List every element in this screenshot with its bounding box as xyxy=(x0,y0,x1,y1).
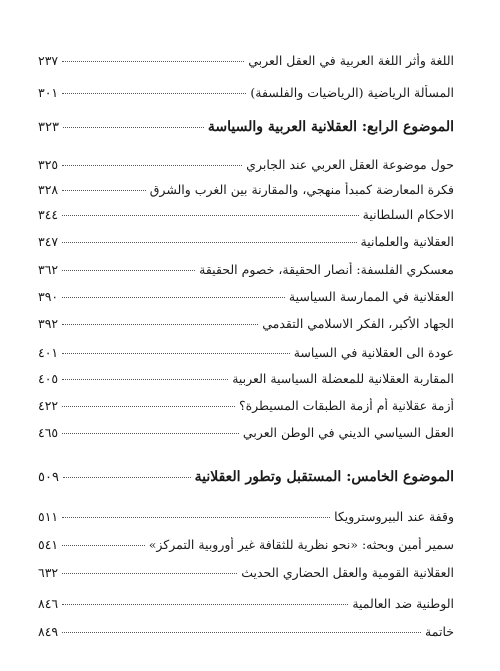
toc-entry xyxy=(38,398,454,413)
toc-entry xyxy=(38,234,454,249)
toc-entry-title: الوطنية ضد العالمية xyxy=(352,596,454,611)
leader-dots xyxy=(62,604,348,605)
toc-entry-title: العقلانية والعلمانية xyxy=(360,234,454,249)
toc-entry xyxy=(38,509,454,524)
toc-section-page: ٣٢٣ xyxy=(38,120,59,135)
toc-entry-title: العقلانية القومية والعقل الحضاري الحديث xyxy=(241,565,454,580)
table-of-contents xyxy=(38,0,454,671)
toc-entry xyxy=(38,262,454,277)
leader-dots xyxy=(62,517,330,518)
toc-entry xyxy=(38,371,454,386)
toc-entry-title: اللغة وأثر اللغة العربية في العقل العربي xyxy=(248,53,454,68)
leader-dots xyxy=(62,573,237,574)
toc-section-heading xyxy=(38,119,454,135)
toc-entry-title: عودة الى العقلانية في السياسة xyxy=(293,345,454,360)
leader-dots xyxy=(62,353,290,354)
toc-entry-title: معسكري الفلسفة: أنصار الحقيقة، خصوم الحقيقة xyxy=(199,262,454,277)
toc-entry xyxy=(38,182,454,197)
leader-dots xyxy=(62,379,228,380)
toc-entry-page: ٤٢٢ xyxy=(38,398,59,413)
toc-entry-page: ٤٠٥ xyxy=(38,371,59,386)
toc-entry-page: ٥١١ xyxy=(38,509,59,524)
leader-dots xyxy=(62,297,285,298)
toc-entry-title: الاحكام السلطانية xyxy=(362,207,454,222)
toc-entry xyxy=(38,316,454,331)
toc-entry-page: ٣٠١ xyxy=(38,85,59,100)
toc-section-page: ٥٠٩ xyxy=(38,470,59,485)
toc-entry-page: ٤٠١ xyxy=(38,345,59,360)
toc-entry xyxy=(38,85,454,100)
toc-entry-page: ٣٦٢ xyxy=(38,262,59,277)
leader-dots xyxy=(62,545,145,546)
toc-entry-page: ٣٤٤ xyxy=(38,207,59,222)
toc-entry-page: ٨٤٩ xyxy=(38,624,59,639)
toc-entry-page: ٣٢٥ xyxy=(38,157,59,172)
leader-dots xyxy=(62,61,244,62)
toc-entry xyxy=(38,289,454,304)
toc-entry-title: الجهاد الأكبر، الفكر الاسلامي التقدمي xyxy=(262,316,454,331)
toc-entry-title: أزمة عقلانية أم أزمة الطبقات المسيطرة؟ xyxy=(238,398,454,413)
toc-section-title: الموضوع الرابع: العقلانية العربية والسياسة xyxy=(207,119,454,135)
toc-entry-page: ٣٤٧ xyxy=(38,234,59,249)
leader-dots xyxy=(62,165,242,166)
toc-entry-page: ٤٦٥ xyxy=(38,425,59,440)
toc-entry-page: ٦٣٢ xyxy=(38,565,59,580)
toc-entry-title: سمير أمين وبحثه: «نحو نظرية للثقافة غير أوروبية التمركز» xyxy=(148,537,454,552)
toc-entry-title: العقلانية في الممارسة السياسية xyxy=(288,289,454,304)
toc-section-title: الموضوع الخامس: المستقبل وتطور العقلانية xyxy=(194,469,454,485)
toc-entry-page: ٣٩٢ xyxy=(38,316,59,331)
toc-entry xyxy=(38,537,454,552)
toc-entry xyxy=(38,425,454,440)
toc-entry xyxy=(38,624,454,639)
toc-entry-title: العقل السياسي الديني في الوطن العربي xyxy=(242,425,454,440)
toc-entry-title: المقاربة العقلانية للمعضلة السياسية العربية xyxy=(232,371,454,386)
toc-entry-title: خاتمة xyxy=(425,624,454,639)
toc-entry xyxy=(38,596,454,611)
toc-entry-title: المسألة الرياضية (الرياضيات والفلسفة) xyxy=(250,85,454,100)
leader-dots xyxy=(62,93,246,94)
leader-dots xyxy=(62,406,235,407)
leader-dots xyxy=(62,190,146,191)
toc-entry xyxy=(38,157,454,172)
toc-entry xyxy=(38,53,454,68)
leader-dots xyxy=(62,242,356,243)
toc-entry xyxy=(38,207,454,222)
leader-dots xyxy=(63,127,204,128)
toc-entry xyxy=(38,345,454,360)
leader-dots xyxy=(63,477,191,478)
leader-dots xyxy=(62,324,258,325)
toc-entry-title: حول موضوعة العقل العربي عند الجابري xyxy=(246,157,454,172)
leader-dots xyxy=(62,632,421,633)
toc-entry xyxy=(38,565,454,580)
toc-entry-title: وقفة عند البيروسترويكا xyxy=(334,509,454,524)
toc-entry-title: فكرة المعارضة كمبدأ منهجي، والمقارنة بين الغرب والشرق xyxy=(149,182,454,197)
leader-dots xyxy=(62,215,359,216)
toc-entry-page: ٥٤١ xyxy=(38,537,59,552)
toc-entry-page: ٣٩٠ xyxy=(38,289,59,304)
toc-entry-page: ٢٣٧ xyxy=(38,53,59,68)
leader-dots xyxy=(62,270,195,271)
leader-dots xyxy=(62,433,239,434)
toc-section-heading xyxy=(38,469,454,485)
toc-entry-page: ٣٢٨ xyxy=(38,182,59,197)
toc-entry-page: ٨٤٦ xyxy=(38,596,59,611)
